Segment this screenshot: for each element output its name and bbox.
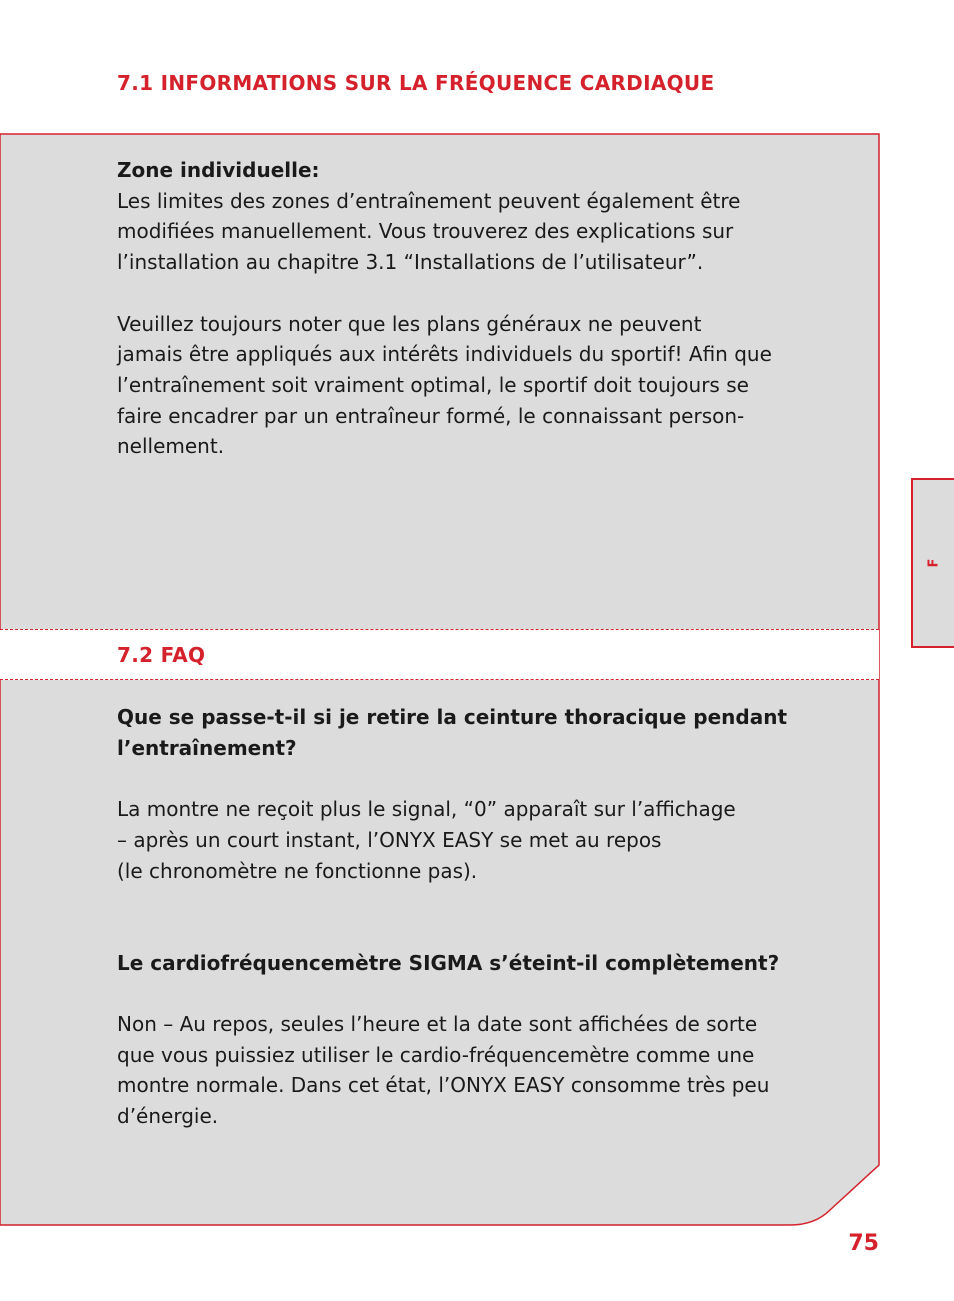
para2-line: l’entraînement soit vraiment optimal, le sportif doit toujours se	[117, 372, 749, 397]
para2-line: nellement.	[117, 434, 225, 459]
section-title-heart-rate: 7.1 INFORMATIONS SUR LA FRÉQUENCE CARDIAQUE	[117, 71, 715, 95]
zone-heading: Zone individuelle:	[117, 158, 320, 182]
faq-answer-2: que vous puissiez utiliser le cardio-fréquencemètre comme une	[117, 1042, 755, 1067]
faq-answer-1: – après un court instant, l’ONYX EASY se met au repos	[117, 827, 662, 852]
para1-line: modifiées manuellement. Vous trouverez des explications sur	[117, 219, 734, 244]
faq-question-1: l’entraînement?	[117, 735, 297, 760]
faq-question-1: Que se passe-t-il si je retire la ceinture thoracique pendant	[117, 705, 787, 729]
para2-line: jamais être appliqués aux intérêts individuels du sportif! Afin que	[117, 342, 772, 367]
faq-block	[117, 702, 837, 1132]
individual-zone-block	[117, 155, 837, 462]
faq-answer-2: Non – Au repos, seules l’heure et la date sont affichées de sorte	[117, 1011, 758, 1036]
faq-answer-1: (le chronomètre ne fonctionne pas).	[117, 858, 478, 883]
faq-answer-2: montre normale. Dans cet état, l’ONYX EASY consomme très peu	[117, 1073, 770, 1098]
faq-question-2: Le cardiofréquencemètre SIGMA s’éteint-il complètement?	[117, 950, 780, 975]
language-tab	[911, 478, 954, 648]
language-tab-label: F	[926, 558, 941, 568]
section-title-faq: 7.2 FAQ	[117, 643, 206, 667]
para2-line: faire encadrer par un entraîneur formé, le connaissant person-	[117, 403, 745, 428]
para1-line: l’installation au chapitre 3.1 “Installations de l’utilisateur”.	[117, 250, 704, 275]
faq-answer-2: d’énergie.	[117, 1104, 219, 1129]
faq-header-band	[0, 629, 879, 680]
page-number: 75	[848, 1231, 879, 1256]
para1-line: Les limites des zones d’entraînement peuvent également être	[117, 188, 741, 213]
faq-answer-1: La montre ne reçoit plus le signal, “0” apparaît sur l’affichage	[117, 797, 736, 822]
para2-line: Veuillez toujours noter que les plans généraux ne peuvent	[117, 311, 702, 336]
